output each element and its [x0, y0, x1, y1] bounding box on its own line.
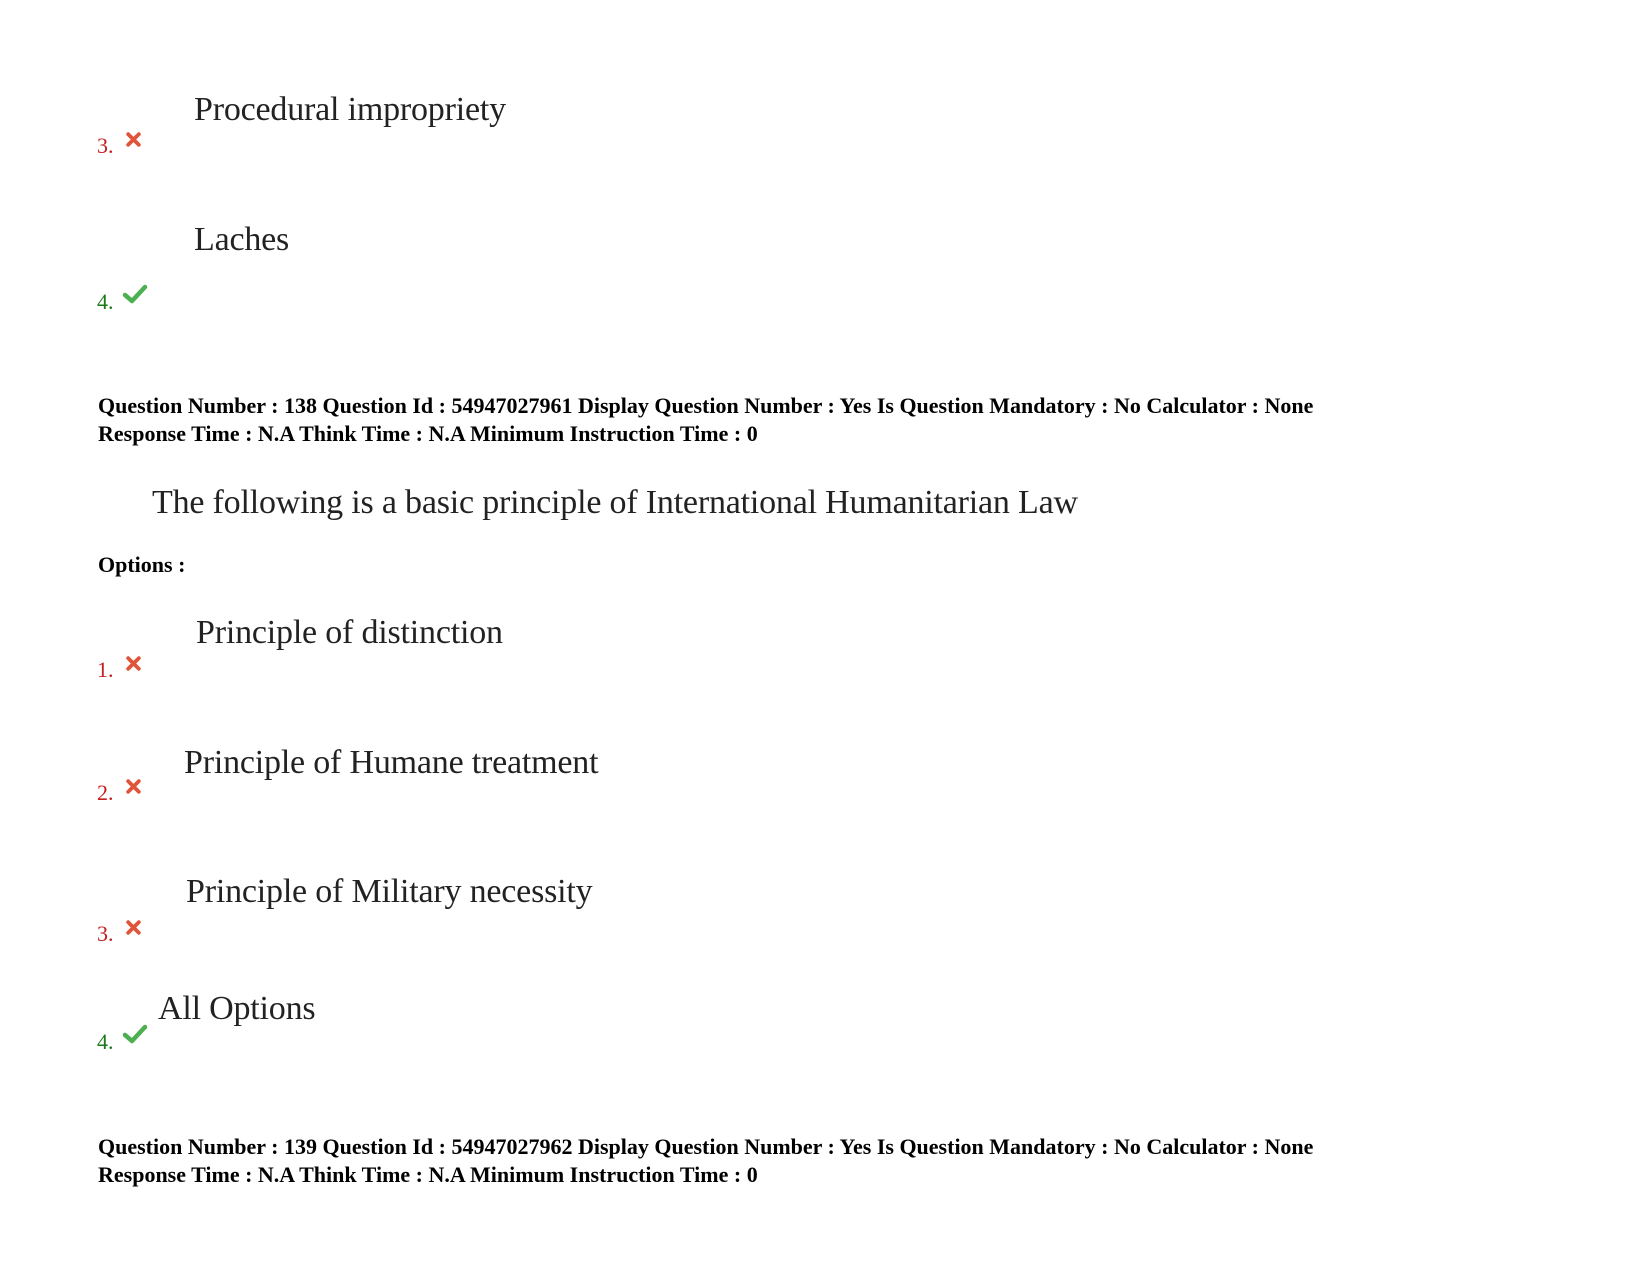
option-text: Principle of Humane treatment	[184, 744, 599, 781]
question-meta-line-1: Question Number : 138 Question Id : 54947027961 Display Question Number : Yes Is Question Mandatory : No Calculator : None	[98, 393, 1314, 418]
option-number: 4.	[97, 1029, 114, 1054]
question-meta-line-2: Response Time : N.A Think Time : N.A Minimum Instruction Time : 0	[98, 421, 758, 446]
option-text: Laches	[194, 221, 290, 258]
option-text: Procedural impropriety	[194, 91, 506, 128]
option-number: 3.	[97, 133, 114, 158]
option-number: 2.	[97, 780, 114, 805]
option-text: Principle of distinction	[196, 614, 503, 651]
option-number: 3.	[97, 921, 114, 946]
option-number: 1.	[97, 657, 114, 682]
cross-icon	[125, 131, 142, 148]
question-meta-line-2: Response Time : N.A Think Time : N.A Minimum Instruction Time : 0	[98, 1162, 758, 1187]
check-icon	[122, 1024, 148, 1044]
cross-icon	[125, 778, 142, 795]
question-text: The following is a basic principle of International Humanitarian Law	[152, 484, 1078, 521]
cross-icon	[125, 919, 142, 936]
option-text: Principle of Military necessity	[186, 873, 593, 910]
question-meta-line-1: Question Number : 139 Question Id : 54947027962 Display Question Number : Yes Is Question Mandatory : No Calculator : None	[98, 1134, 1314, 1159]
cross-icon	[125, 655, 142, 672]
option-number: 4.	[97, 289, 114, 314]
check-icon	[122, 284, 148, 304]
options-label: Options :	[98, 552, 186, 577]
option-text: All Options	[158, 990, 316, 1027]
